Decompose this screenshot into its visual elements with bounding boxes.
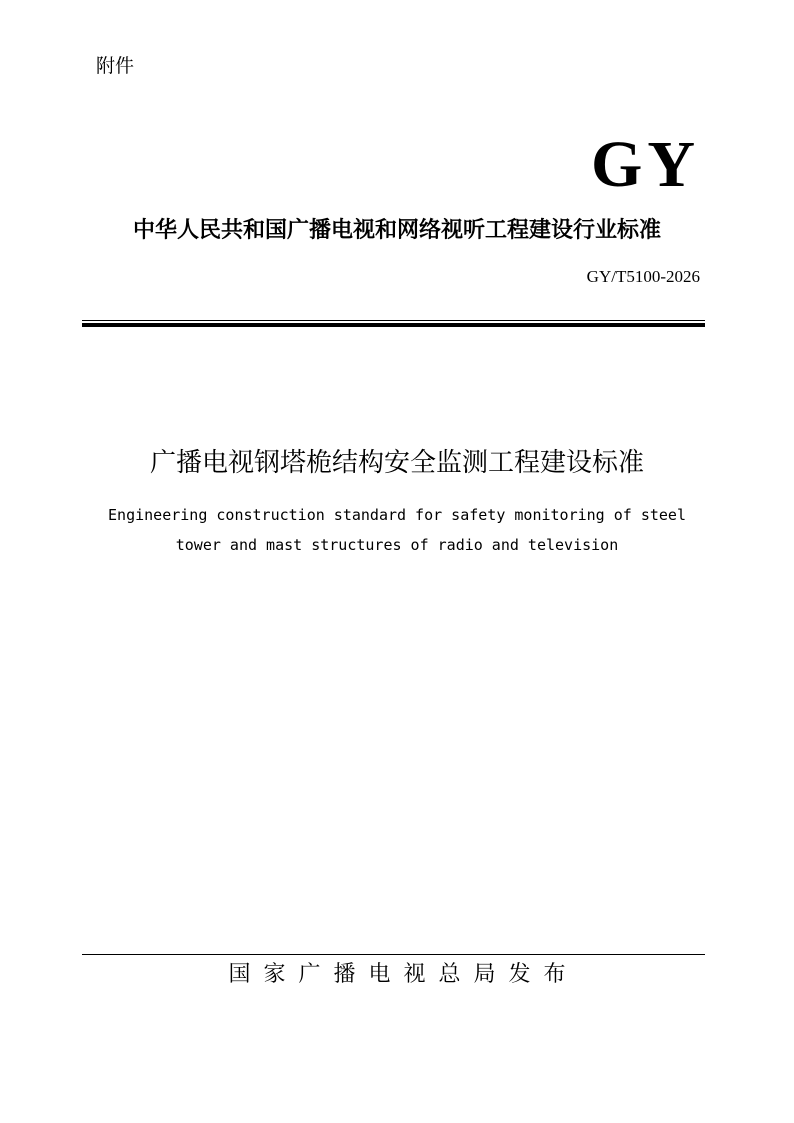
document-title: 广播电视钢塔桅结构安全监测工程建设标准	[149, 448, 644, 478]
standard-logo: GY	[591, 128, 700, 201]
standard-code: GY/T5100-2026	[586, 267, 700, 286]
subtitle-line-2: tower and mast structures of radio and television	[175, 536, 619, 554]
publisher-line: 国家广播电视总局发布	[228, 962, 579, 987]
footer-divider	[82, 954, 705, 955]
document-subtitle	[60, 500, 734, 560]
standard-category: 中华人民共和国广播电视和网络视听工程建设行业标准	[132, 218, 661, 243]
header-divider-thin	[82, 320, 705, 321]
subtitle-line-1: Engineering construction standard for safety monitoring of steel	[108, 506, 686, 524]
header-divider-thick	[82, 323, 705, 327]
attachment-label: 附件	[96, 55, 135, 77]
